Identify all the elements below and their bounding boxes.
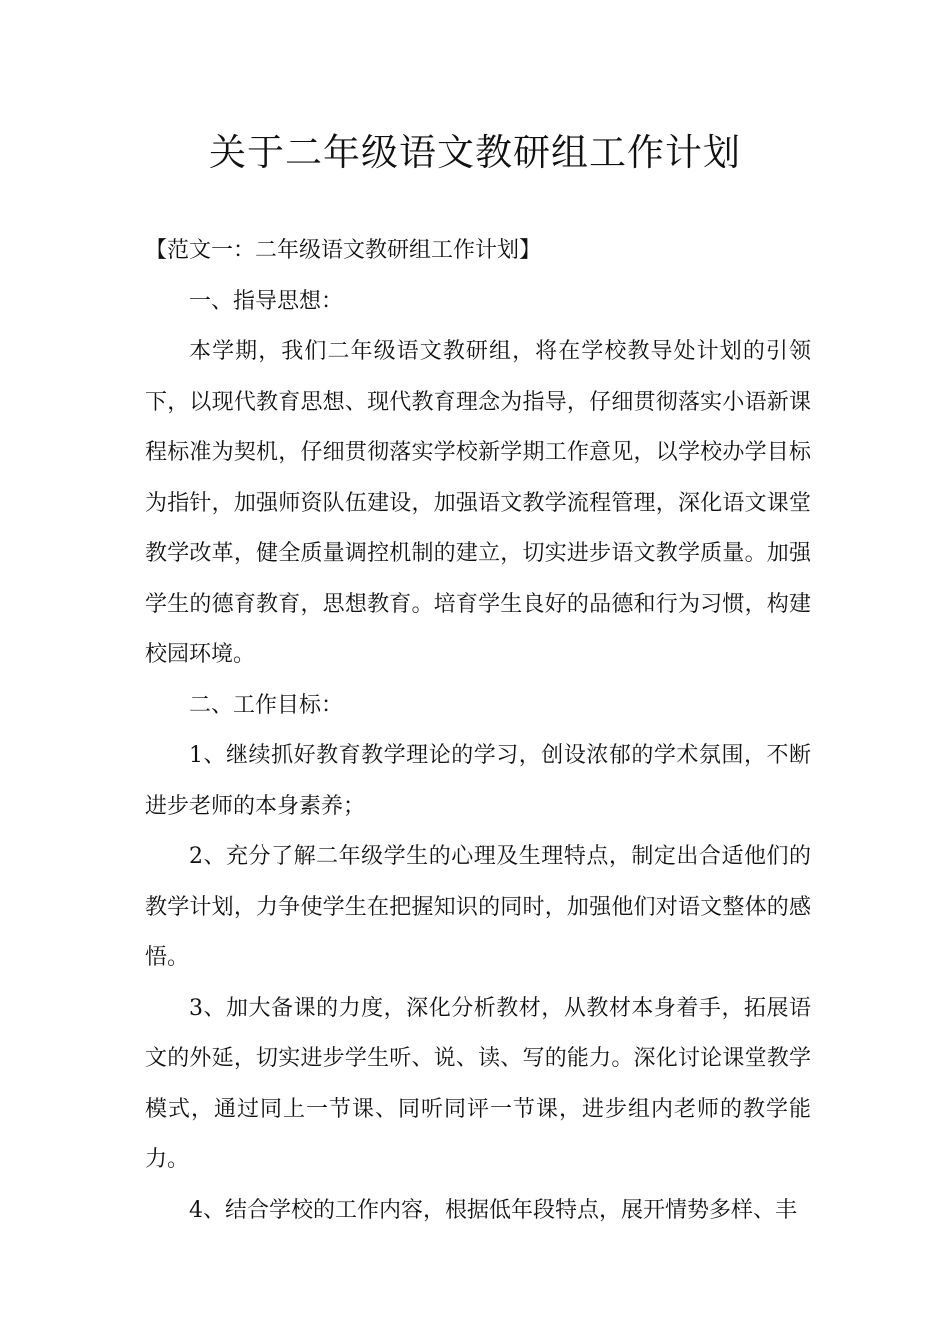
goal-item-3: 3、加大备课的力度，深化分析教材，从教材本身着手，拓展语文的外延，切实进步学生听、说、读、写的能力。深化讨论课堂教学模式，通过同上一节课、同听同评一节课，进步组内老师的教学能力。 [145, 995, 811, 1172]
goal-item-1: 1、继续抓好教育教学理论的学习，创设浓郁的学术氛围，不断进步老师的本身素养； [145, 743, 811, 819]
sample-heading: 【范文一：二年级语文教研组工作计划】 [145, 238, 542, 263]
section-heading-guiding-ideology: 一、指导思想： [189, 288, 344, 314]
paragraph-guiding-ideology: 本学期，我们二年级语文教研组，将在学校教导处计划的引领下，以现代教育思想、现代教育理念为指导，仔细贯彻落实小语新课程标准为契机，仔细贯彻落实学校新学期工作意见，以学校办学目标为指针，加强师资队伍建设，加强语文教学流程管理，深化语文课堂教学改革，健全质量调控机制的建立，切实进步语文教学质量。加强学生的德育教育，思想教育。培育学生良好的品德和行为习惯，构建校园环境。 [145, 339, 811, 667]
goal-item-2: 2、充分了解二年级学生的心理及生理特点，制定出合适他们的教学计划，力争使学生在把握知识的同时，加强他们对语文整体的感悟。 [145, 844, 811, 970]
goal-item-4: 4、结合学校的工作内容，根据低年段特点，展开情势多样、丰 [189, 1197, 797, 1223]
document-body [145, 226, 811, 1236]
document-title: 关于二年级语文教研组工作计划 [209, 131, 741, 174]
section-heading-work-goals: 二、工作目标： [189, 692, 344, 718]
